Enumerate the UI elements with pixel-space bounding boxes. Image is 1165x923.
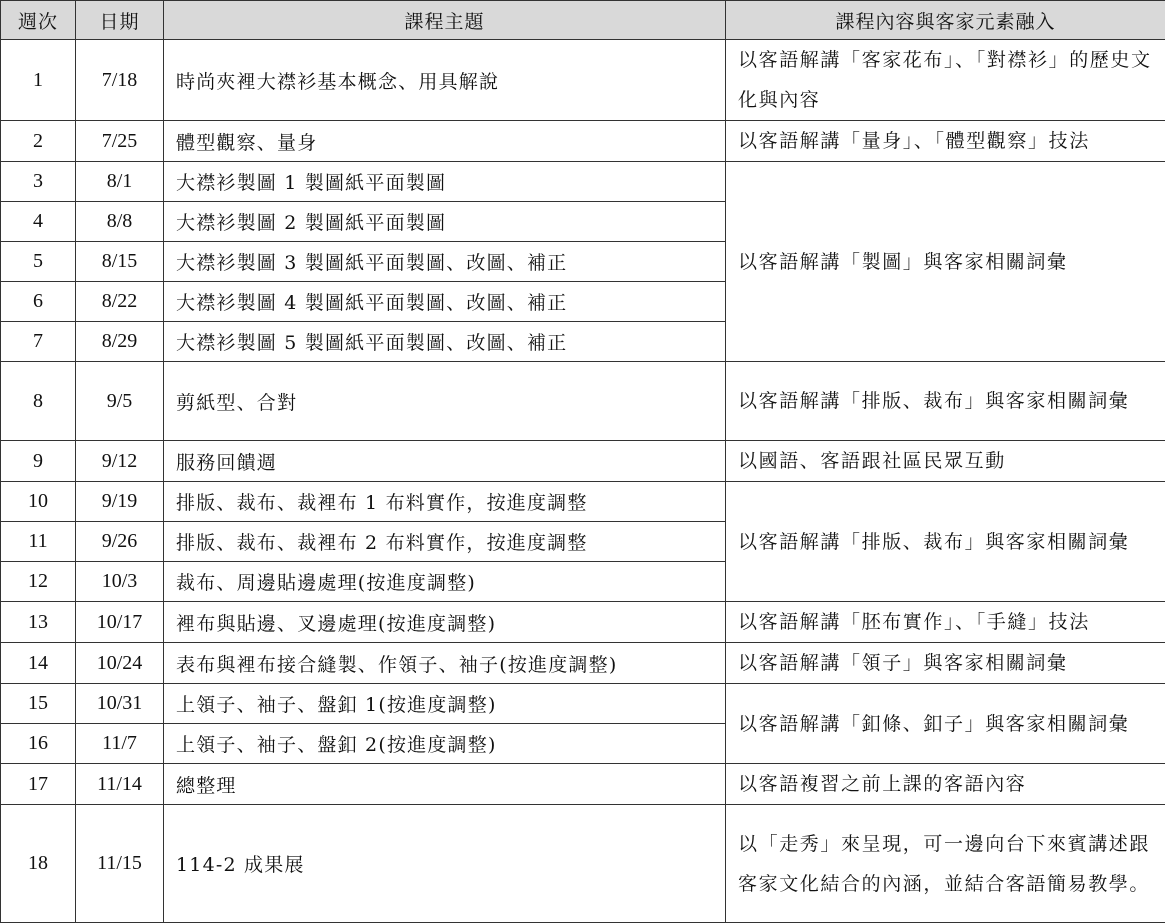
date-cell: 7/25 (76, 121, 164, 162)
topic-cell: 114-2 成果展 (164, 805, 726, 923)
date-cell: 11/15 (76, 805, 164, 923)
table-row (1, 40, 1165, 121)
topic-cell: 服務回饋週 (164, 441, 726, 482)
week-cell: 3 (1, 162, 76, 202)
topic-cell: 剪紙型、合對 (164, 362, 726, 441)
content-cell: 以客語解講「量身」、「體型觀察」技法 (726, 121, 1165, 162)
date-cell: 10/3 (76, 562, 164, 602)
table-row (1, 602, 1165, 643)
topic-cell: 大襟衫製圖 1 製圖紙平面製圖 (164, 162, 726, 202)
date-header: 日期 (76, 1, 164, 40)
content-cell: 以國語、客語跟社區民眾互動 (726, 441, 1165, 482)
table-row (1, 684, 1165, 724)
date-cell: 8/8 (76, 202, 164, 242)
content-cell: 以客語解講「製圖」與客家相關詞彙 (726, 162, 1165, 362)
topic-cell: 大襟衫製圖 2 製圖紙平面製圖 (164, 202, 726, 242)
week-cell: 18 (1, 805, 76, 923)
week-cell: 15 (1, 684, 76, 724)
date-cell: 11/14 (76, 764, 164, 805)
topic-cell: 上領子、袖子、盤釦 1(按進度調整) (164, 684, 726, 724)
table-row (1, 805, 1165, 923)
table-row (1, 362, 1165, 441)
week-cell: 11 (1, 522, 76, 562)
content-cell: 以客語複習之前上課的客語內容 (726, 764, 1165, 805)
date-cell: 7/18 (76, 40, 164, 121)
week-cell: 14 (1, 643, 76, 684)
week-cell: 10 (1, 482, 76, 522)
week-cell: 2 (1, 121, 76, 162)
table-row (1, 643, 1165, 684)
topic-cell: 時尚夾裡大襟衫基本概念、用具解說 (164, 40, 726, 121)
topic-cell: 裁布、周邊貼邊處理(按進度調整) (164, 562, 726, 602)
topic-cell: 大襟衫製圖 3 製圖紙平面製圖、改圖、補正 (164, 242, 726, 282)
content-cell: 以客語解講「領子」與客家相關詞彙 (726, 643, 1165, 684)
table-header-row (1, 1, 1165, 40)
date-cell: 11/7 (76, 724, 164, 764)
topic-cell: 體型觀察、量身 (164, 121, 726, 162)
topic-cell: 排版、裁布、裁裡布 2 布料實作，按進度調整 (164, 522, 726, 562)
table-row (1, 764, 1165, 805)
date-cell: 9/12 (76, 441, 164, 482)
content-header: 課程內容與客家元素融入 (726, 1, 1165, 40)
week-cell: 8 (1, 362, 76, 441)
topic-cell: 上領子、袖子、盤釦 2(按進度調整) (164, 724, 726, 764)
content-cell: 以客語解講「客家花布」、「對襟衫」的歷史文化與內容 (726, 40, 1165, 121)
table-row (1, 441, 1165, 482)
date-cell: 8/29 (76, 322, 164, 362)
topic-cell: 大襟衫製圖 5 製圖紙平面製圖、改圖、補正 (164, 322, 726, 362)
date-cell: 10/31 (76, 684, 164, 724)
topic-cell: 表布與裡布接合縫製、作領子、袖子(按進度調整) (164, 643, 726, 684)
week-cell: 7 (1, 322, 76, 362)
content-cell: 以客語解講「胚布實作」、「手縫」技法 (726, 602, 1165, 643)
date-cell: 9/26 (76, 522, 164, 562)
week-cell: 16 (1, 724, 76, 764)
table-row (1, 482, 1165, 522)
date-cell: 10/24 (76, 643, 164, 684)
date-cell: 8/1 (76, 162, 164, 202)
table-row (1, 121, 1165, 162)
week-cell: 4 (1, 202, 76, 242)
date-cell: 9/5 (76, 362, 164, 441)
week-cell: 12 (1, 562, 76, 602)
content-cell: 以客語解講「排版、裁布」與客家相關詞彙 (726, 362, 1165, 441)
table-row (1, 162, 1165, 202)
topic-header: 課程主題 (164, 1, 726, 40)
content-cell: 以「走秀」來呈現，可一邊向台下來賓講述跟客家文化結合的內涵，並結合客語簡易教學。 (726, 805, 1165, 923)
content-cell: 以客語解講「釦條、釦子」與客家相關詞彙 (726, 684, 1165, 764)
content-cell: 以客語解講「排版、裁布」與客家相關詞彙 (726, 482, 1165, 602)
week-header: 週次 (1, 1, 76, 40)
date-cell: 8/15 (76, 242, 164, 282)
topic-cell: 排版、裁布、裁裡布 1 布料實作，按進度調整 (164, 482, 726, 522)
week-cell: 13 (1, 602, 76, 643)
date-cell: 8/22 (76, 282, 164, 322)
topic-cell: 大襟衫製圖 4 製圖紙平面製圖、改圖、補正 (164, 282, 726, 322)
week-cell: 1 (1, 40, 76, 121)
topic-cell: 裡布與貼邊、叉邊處理(按進度調整) (164, 602, 726, 643)
topic-cell: 總整理 (164, 764, 726, 805)
week-cell: 17 (1, 764, 76, 805)
week-cell: 6 (1, 282, 76, 322)
week-cell: 9 (1, 441, 76, 482)
date-cell: 9/19 (76, 482, 164, 522)
week-cell: 5 (1, 242, 76, 282)
date-cell: 10/17 (76, 602, 164, 643)
